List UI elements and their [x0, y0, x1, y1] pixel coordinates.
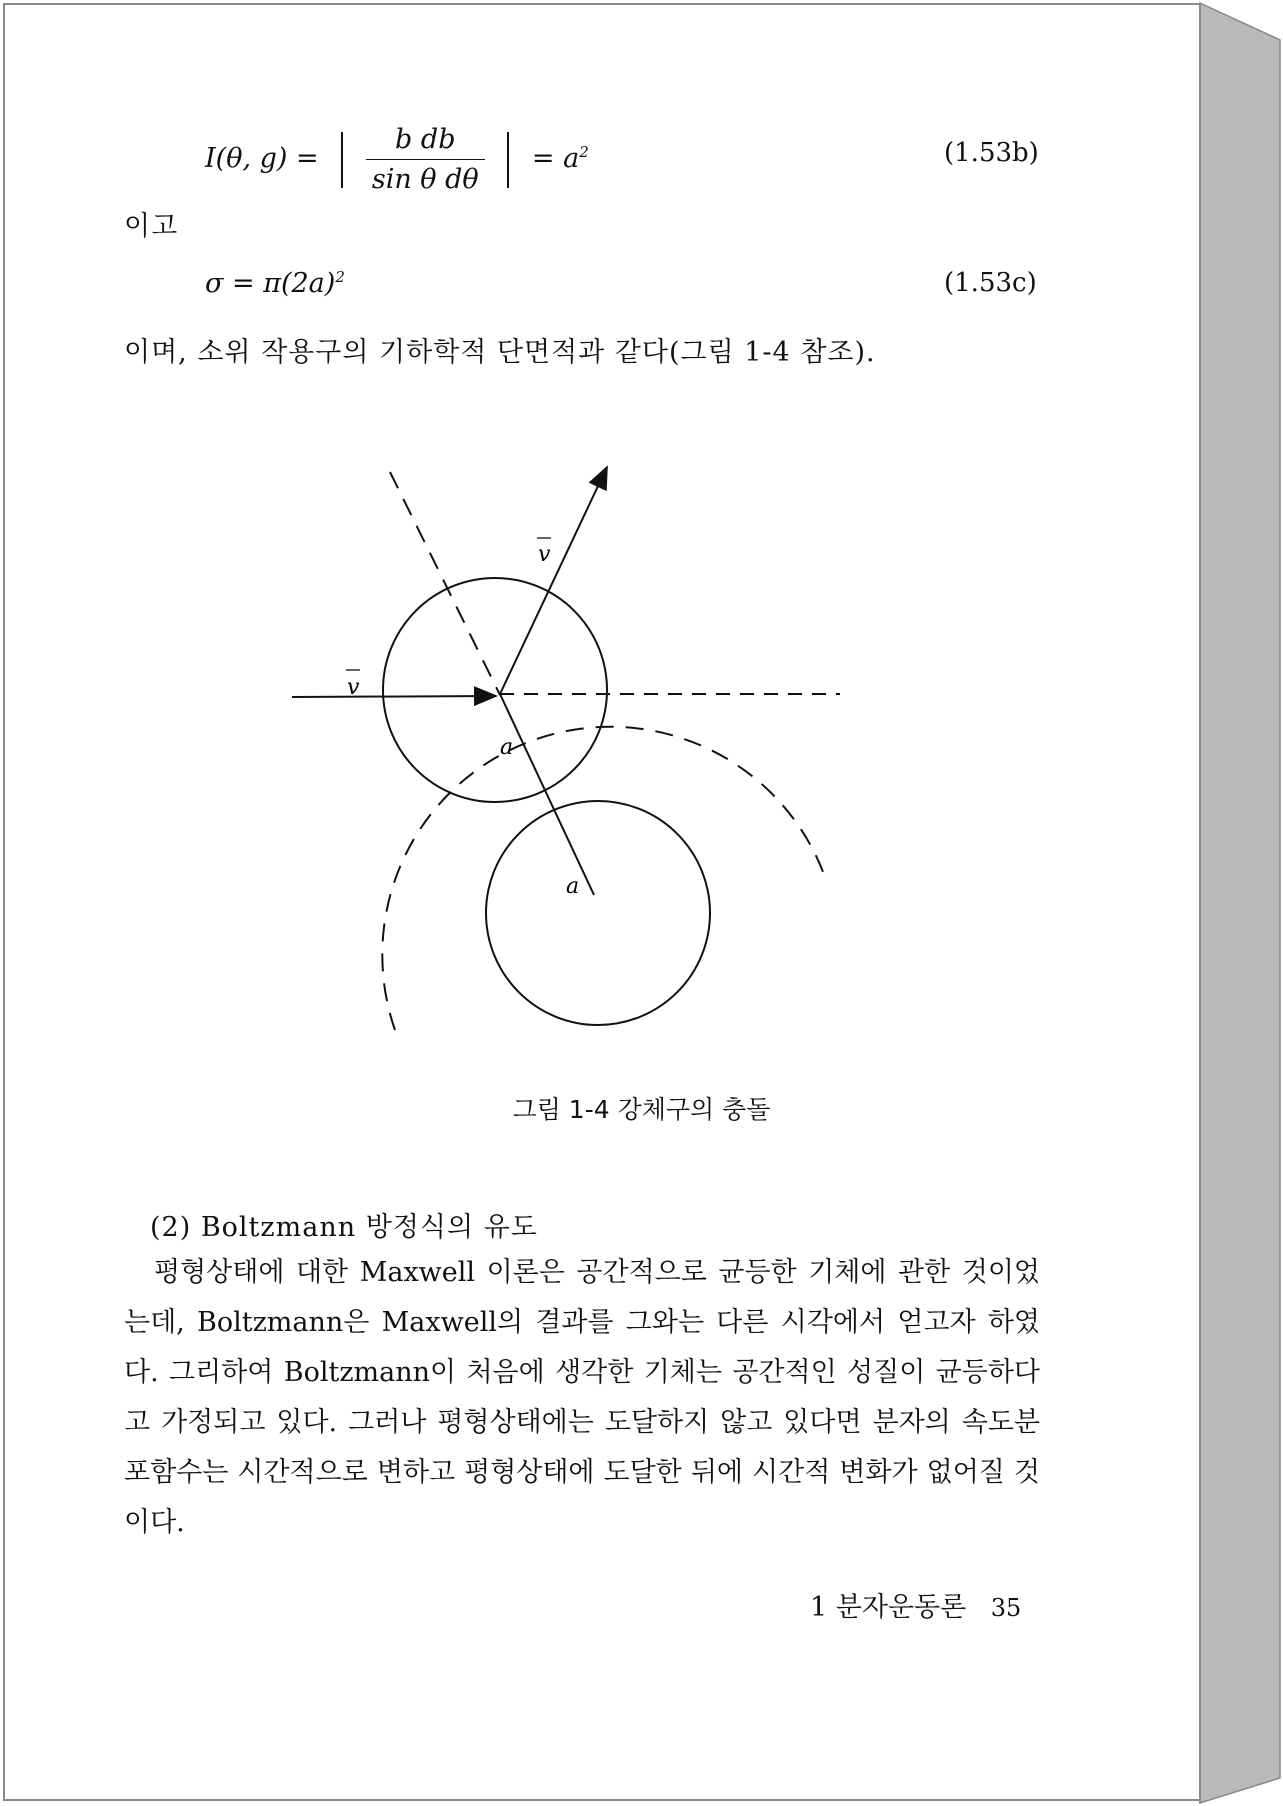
eq-b-exponent: 2 — [579, 143, 589, 161]
eq-b-lhs: I(θ, g) = — [205, 143, 319, 174]
figure-caption: 그림 1-4 강체구의 충돌 — [512, 1095, 771, 1124]
text-cross-section: 이며, 소위 작용구의 기하학적 단면적과 같다(그림 1-4 참조). — [124, 337, 876, 368]
equation-number-1-53b: (1.53b) — [944, 138, 1039, 168]
eq-b-denominator: sin θ dθ — [371, 164, 479, 195]
upper-sphere — [383, 578, 607, 802]
label-v-incoming: v — [347, 675, 360, 700]
equation-number-1-53c: (1.53c) — [944, 268, 1037, 298]
lower-sphere — [486, 801, 710, 1025]
eq-b-rhs: = a — [531, 143, 580, 174]
incoming-velocity-arrow — [292, 696, 496, 697]
label-v-outgoing: v — [538, 542, 551, 567]
label-a-upper: a — [500, 735, 514, 760]
line-of-centers — [500, 694, 594, 895]
footer-chapter: 1 분자운동론 — [810, 1592, 967, 1623]
dashed-normal-line — [390, 472, 500, 695]
eq-c-exponent: 2 — [335, 268, 345, 286]
page-footer — [810, 1585, 1021, 1624]
label-a-lower: a — [566, 874, 580, 899]
eq-b-numerator: b db — [366, 124, 485, 160]
section-heading: (2) Boltzmann 방정식의 유도 — [150, 1212, 538, 1243]
text-igo: 이고 — [124, 211, 179, 242]
body-paragraph: 평형상태에 대한 Maxwell 이론은 공간적으로 균등한 기체에 관한 것이었는데, Boltzmann은 Maxwell의 결과를 그와는 다른 시각에서 얻고자 하였다. 그리하여 Boltzmann이 처음에 생각한 기체는 공간적인 성질이 균등하다고 가정되고 있다. 그러나 평형상태에는 도달하지 않고 있다면 분자의 속도분포함수는 시간적으로 변하고 평형상태에 도달한 뒤에 시간적 변화가 없어질 것이다. — [124, 1257, 1040, 1538]
eq-c-expr: σ = π(2a) — [205, 268, 336, 299]
footer-page-number: 35 — [990, 1594, 1022, 1622]
action-sphere-dashed-arc — [382, 727, 826, 1030]
